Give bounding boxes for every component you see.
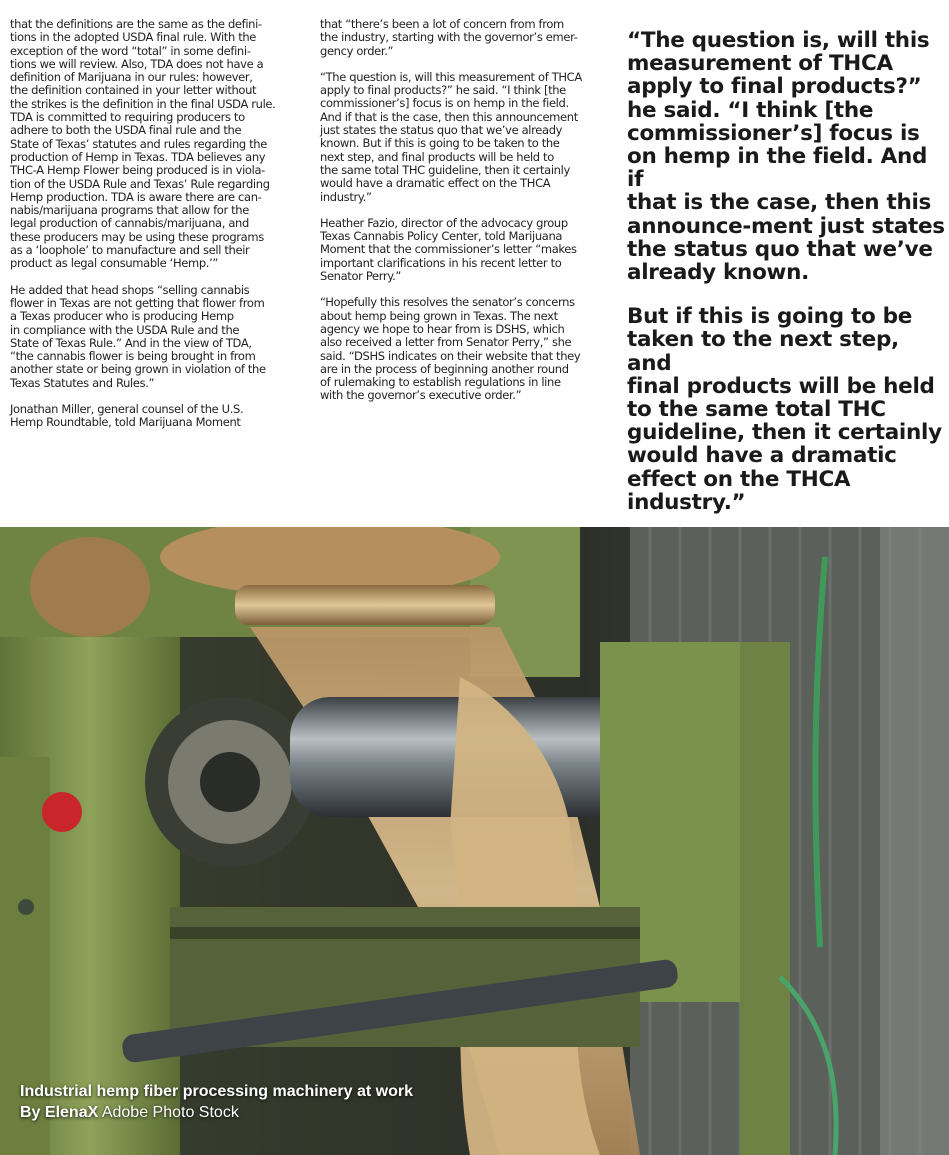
paragraph: that the definitions are the same as the defini- tions in the adopted USDA final rule. With the exception of the word “total” in some defini- tions we will review. Also, TDA does not have a definition of Marijuana in our rules: however, the definition contained in your letter without the strikes is the definition in the final USDA rule. TDA is committed to requiring producers to adhere to both the USDA final rule and the State of Texas’ statutes and rules regarding the production of Hemp in Texas. TDA believes any THC-A Hemp Flower being produced is in viola- tion of the USDA Rule and Texas’ Rule regarding Hemp production. TDA is aware there are can- nabis/marijuana programs that allow for the legal production of cannabis/marijuana, and these producers may be using these programs as a ‘loophole’ to manufacture and sell their product as legal consumable ‘Hemp.’” (10, 17, 276, 271)
paragraph: Heather Fazio, director of the advocacy group Texas Cannabis Policy Center, told Marijuana Moment that the commissioner’s letter “makes important clarifications in his recent letter to Senator Perry.” (320, 215, 577, 284)
hemp-machinery-photo (0, 527, 949, 1155)
article-column-2 (320, 18, 612, 416)
photo-illustration (0, 527, 949, 1155)
caption-source: Adobe Photo Stock (98, 1104, 239, 1121)
paragraph: Jonathan Miller, general counsel of the U.S. Hemp Roundtable, told Marijuana Moment (10, 402, 244, 430)
photo-caption (20, 1081, 413, 1123)
caption-credit: By ElenaX (20, 1104, 99, 1121)
caption-title: Industrial hemp fiber processing machinery at work (20, 1083, 413, 1100)
pull-quote (627, 29, 945, 535)
paragraph: He added that head shops “selling cannabis flower in Texas are not getting that flower from a Texas producer who is producing Hemp in compliance with the USDA Rule and the State of Texas Rule.” And in the view of TDA, “the cannabis flower is being brought in from another state or being grown in violation of the Texas Statutes and Rules.” (10, 282, 266, 390)
paragraph: “The question is, will this measurement of THCA apply to final products?” he said. “I think [the commissioner’s] focus is on hemp in the field. And if that is the case, then this announcement just states the status quo that we’ve already known. But if this is going to be taken to the next step, and final products will be held to the same total THC guideline, then it certainly would have a dramatic effect on the THCA industry.” (320, 69, 582, 204)
paragraph: “Hopefully this resolves the senator’s concerns about hemp being grown in Texas. The next agency we hope to hear from is DSHS, which also received a letter from Senator Perry,” she said. “DSHS indicates on their website that they are in the process of beginning another round of rulemaking to establish regulations in line with the governor’s executive order.” (320, 295, 581, 403)
pull-quote-part: “The question is, will this measurement of THCA apply to final products?” he said. “I think [the commissioner’s] focus is on hemp in the field. And if that is the case, then this announce-ment just states the status quo that we’ve already known. (627, 28, 945, 286)
paragraph: that “there’s been a lot of concern from from the industry, starting with the governor’s emer- gency order.” (320, 17, 578, 58)
pull-quote-part: But if this is going to be taken to the next step, and final products will be held to the same total THC guideline, then it certainly would have a dramatic effect on the THCA industry.” (627, 304, 942, 515)
article-column-1 (10, 18, 302, 443)
